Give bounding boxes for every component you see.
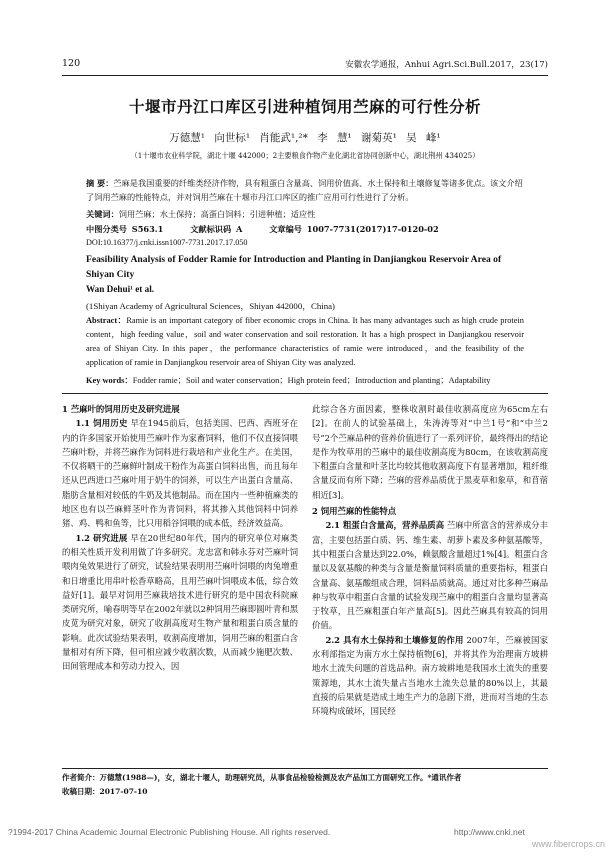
paragraph-continued: 此综合各方面因素，整株收割时最佳收割高度应为65cm左右[2]。在前人的试验基础上，朱涛涛等对“中兰1号”和“中兰2号”2个苎麻品种的营养价值进行了一系列评价，最终得出的结论是作为牧草用的苎麻中的最佳收割高度为80cm，在该收割高度下粗蛋白含量和叶茎比均较其他收割高度下有显著增加，粗纤维含量反而有所下降；苎麻的营养品质优于黑麦草和象草，和苜蓿相近[3]。 [312, 404, 548, 500]
subsection-heading-2-1: 2.1 粗蛋白含量高，营养品质高 [325, 520, 445, 531]
abstract-en-text: Ramie is an important category of fiber economic crops in China. It has many advantages such as high crude protein content，high feeding value，soil and water conservation and soil restoration. It has a high prospect in Danjiangkou reservoir area of Shiyan City. In this paper，the performance characteristics of ramie were introduced，and the feasibility of the application of ramie in Danjiangkou reservoir area of Shiyan City was analyzed. [86, 316, 524, 367]
article-title: 十堰市丹江口库区引进种植饲用苎麻的可行性分析 [128, 98, 481, 116]
body-column-right [312, 402, 548, 719]
abstract-cn-text: 苎麻是我国重要的纤维类经济作物，具有粗蛋白含量高、饲用价值高、水土保持和土壤修复等诸多优点。该文介绍了饲用苎麻的性能特点，并对饲用苎麻在十堰市丹江口库区的推广应用可行性进行了分析。 [86, 178, 523, 202]
classification-line [86, 222, 524, 236]
subsection-heading-2-2: 2.2 具有水土保持和土壤修复的作用 [325, 634, 464, 645]
keywords-en-label: Key words： [86, 376, 133, 385]
section-heading-2: 2 饲用苎麻的性能特点 [312, 506, 397, 517]
abstract-cn-label: 摘 要： [86, 178, 114, 188]
abstract-en [86, 314, 524, 370]
journal-header: 安徽农学通报，Anhui Agri.Sci.Bull.2017，23(17) [345, 60, 548, 70]
paragraph-1-2 [62, 531, 298, 674]
title-en: Feasibility Analysis of Fodder Ramie for Introduction and Planting in Danjiangkou Reservoir Area of Shiyan City [86, 254, 502, 280]
received-date: 收稿日期：2017-07-10 [62, 787, 148, 796]
paragraph-1-1 [62, 416, 298, 530]
cnki-link[interactable]: http://www.cnki.net [454, 827, 525, 837]
abstract-en-label: Abstract： [86, 316, 127, 325]
clc-number: 中图分类号 S563.1 [86, 224, 164, 234]
keywords-cn [86, 207, 524, 221]
keywords-en-text: Fodder ramie；Soil and water conservation；High protein feed；Introduction and planting；Adaptability [132, 376, 491, 385]
header-rule [62, 75, 548, 76]
page-number: 120 [62, 58, 81, 69]
author-en: Wan Dehui¹ et al. [86, 284, 155, 294]
document-code: 文献标识码 A [190, 224, 243, 234]
paragraph-2-2 [312, 633, 548, 719]
paragraph-2-2-text: 2007年，苎麻被国家水利部指定为南方水土保持植物[6]，并将其作为治理南方坡耕地水土流失问题的首选品种。南方坡耕地是我国水土流失的重要策源地，其水土流失量占当地水土流失总量的80%以上，其最直接的后果就是造成土地生产力的急剧下滑，进而对当地的生态环境构成破坏，国民经 [312, 634, 548, 717]
abstract-divider [62, 393, 548, 394]
keywords-cn-text: 饲用苎麻；水土保持；高蛋白饲料；引进种植；适应性 [118, 209, 316, 219]
article-number: 文章编号 1007-7731(2017)17-0120-02 [269, 224, 439, 234]
author-info-footnote: 作者简介：万德慧(1988—)，女，湖北十堰人，助理研究员，从事食品检验检测及农产品加工方面研究工作。*通讯作者 [62, 773, 462, 782]
paragraph-2-1-text: 苎麻中所富含的营养成分丰富，主要包括蛋白质、钙、维生素、胡萝卜素及多种氨基酸等，其中粗蛋白含量达到22.0%，赖氨酸含量超过1%[4]。粗蛋白含量以及氨基酸的种类与含量是衡量饲料质量的重要指标，粗蛋白含量高、氨基酸组成合理，饲料品质就高。通过对比多种苎麻品种与牧草中粗蛋白含量的试验发现苎麻中的粗蛋白含量均显著高于牧草，且苎麻粗蛋白年产量高[5]。因此苎麻具有较高的饲用价值。 [312, 520, 549, 631]
paragraph-1-2-text: 早在20世纪80年代，国内的研究单位对麻类的相关性质开发利用做了许多研究。龙忠富和韩永芬对苎麻叶饲喂肉兔效果进行了研究，试验结果表明用苎麻叶饲喂的肉兔增重和日增重比用串叶松香草略高，且用苎麻叶饲喂成本低，综合效益好[1]。最早对饲用苎麻栽培技术进行研究的是中国农科院麻类研究所，喻春明等早在2002年就以2种饲用苎麻即圆叶青和黑皮苋为研究对象，研究了收割高度对生物产量和粗蛋白质含量的影响。此次试验结果表明，收割高度增加，饲用苎麻的粗蛋白含量相对有所下降，但可相应减少收割次数，从而减少施肥次数、田间管理成本和劳动力投入，因 [62, 532, 299, 672]
subsection-heading-1-2: 1.2 研究进展 [75, 532, 128, 543]
footnote-rule [62, 768, 548, 769]
affiliation-en: (1Shiyan Academy of Agricultural Sciences，Shiyan 442000，China) [86, 301, 335, 311]
copyright-watermark: ?1994-2017 China Academic Journal Electronic Publishing House. All rights reserved. [8, 827, 331, 837]
abstract-cn [86, 176, 524, 204]
section-heading-1: 1 苎麻叶的饲用历史及研究进展 [62, 404, 180, 414]
keywords-en [86, 374, 524, 386]
author-list: 万德慧¹ 向世标¹ 肖能武¹,²* 李 慧¹ 谢菊英¹ 吴 峰¹ [169, 132, 441, 144]
doi: DOI:10.16377/j.cnki.issn1007-7731.2017.17.050 [86, 238, 248, 247]
paragraph-1-1-text: 早在1945前后，包括美国、巴西、西班牙在内的许多国家开始使用苎麻叶作为家畜饲料，他们不仅直接饲喂苎麻叶粉，并将苎麻作为饲料进行栽培和产业化生产。在美国，不仅将晒干的苎麻鲜叶制成干粉作为高蛋白饲料出售，而且每年还从巴西进口苎麻叶用于奶牛的饲养，可以生产出蛋白含量高、脂肪含量相对较低的牛奶及其他制品。而在国内一些种植麻类的地区也有以苎麻鲜茎叶作为青饲料，将其掺入其他饲料中饲养猪、鸡、鸭和鱼等，比只用稻谷饲喂的成本低，经济效益高。 [62, 418, 298, 529]
keywords-cn-label: 关键词： [86, 209, 119, 219]
affiliation: （1十堰市农业科学院，湖北十堰 442000；2主要粮食作物产业化湖北省协同创新中心，湖北荆州 434025） [130, 151, 480, 160]
subsection-heading-1-1: 1.1 饲用历史 [75, 418, 128, 429]
site-watermark: www.fibercrops.cn [531, 839, 605, 849]
body-column-left [62, 402, 298, 674]
paragraph-2-1 [312, 518, 548, 632]
